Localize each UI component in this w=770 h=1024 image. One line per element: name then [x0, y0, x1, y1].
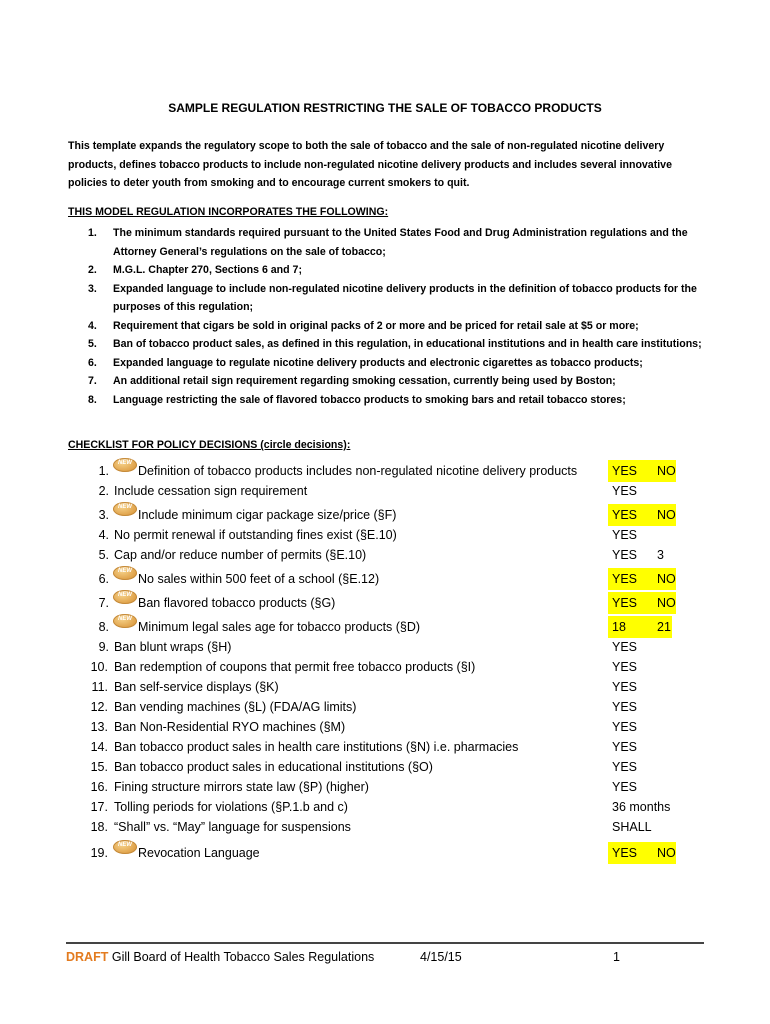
checklist-number: 6.: [98, 572, 109, 586]
list-item: 3. Expanded language to include non-regulated nicotine delivery products in the definition of tobacco products for the purposes of this regulation;: [88, 282, 697, 313]
decision-option-1[interactable]: 18: [612, 620, 626, 634]
new-badge-icon: [113, 590, 137, 604]
checklist-number: 9.: [98, 640, 109, 654]
new-badge-label: NEW: [118, 568, 132, 574]
new-badge-label: NEW: [118, 460, 132, 466]
decision-option-2[interactable]: 3: [657, 548, 664, 562]
checklist-item-text: Revocation Language: [138, 846, 260, 860]
checklist-number: 5.: [98, 548, 109, 562]
decision-option-1[interactable]: YES: [612, 640, 638, 654]
checklist-item-text: “Shall” vs. “May” language for suspensions: [114, 820, 351, 834]
checklist-row: [0, 570, 770, 590]
checklist-item-text: Ban Non-Residential RYO machines (§M): [114, 720, 346, 734]
decision-option-1[interactable]: YES: [612, 680, 638, 694]
decision-option-1[interactable]: YES: [612, 508, 638, 522]
checklist-number: 19.: [90, 846, 108, 860]
decision-option-2[interactable]: NO: [657, 846, 676, 860]
checklist-row: [0, 718, 770, 738]
checklist-item-text: Ban self-service displays (§K): [114, 680, 279, 694]
footer-divider: [66, 942, 704, 944]
checklist-row: [0, 678, 770, 698]
decision-option-1[interactable]: SHALL: [612, 820, 652, 834]
checklist-row: [0, 818, 770, 838]
checklist-row: [0, 462, 770, 482]
checklist-number: 13.: [90, 720, 108, 734]
new-badge-icon: [113, 458, 137, 472]
new-badge-icon: [113, 566, 137, 580]
list-item: 1. The minimum standards required pursuant to the United States Food and Drug Administration regulations and the Attorney General’s regulations on the sale of tobacco;: [88, 227, 688, 258]
decision-option-1[interactable]: YES: [612, 548, 638, 562]
checklist-number: 2.: [98, 484, 109, 498]
checklist-row: [0, 844, 770, 864]
footer-label: [66, 950, 374, 964]
list-item: 6. Expanded language to regulate nicotine delivery products and electronic cigarettes as tobacco products;: [88, 356, 643, 369]
checklist-row: [0, 698, 770, 718]
checklist-item-text: Minimum legal sales age for tobacco products (§D): [138, 620, 421, 634]
checklist-item-text: Tolling periods for violations (§P.1.b and c): [114, 800, 348, 814]
checklist-row: [0, 658, 770, 678]
draft-label: DRAFT: [66, 950, 109, 964]
decision-option-1[interactable]: YES: [612, 720, 638, 734]
list-item: 7. An additional retail sign requirement regarding smoking cessation, currently being used by Boston;: [88, 375, 616, 387]
checklist-number: 1.: [98, 464, 109, 478]
checklist-item-text: Include cessation sign requirement: [114, 484, 308, 498]
checklist-number: 17.: [90, 800, 108, 814]
checklist-item-text: No sales within 500 feet of a school (§E.12): [138, 572, 380, 586]
checklist-item-text: No permit renewal if outstanding fines exist (§E.10): [114, 528, 397, 542]
decision-option-1[interactable]: YES: [612, 740, 638, 754]
new-badge-label: NEW: [118, 592, 132, 598]
decision-option-1[interactable]: YES: [612, 660, 638, 674]
checklist-number: 16.: [90, 780, 108, 794]
checklist-row: [0, 618, 770, 638]
list-item: 8. Language restricting the sale of flavored tobacco products to smoking bars and retail tobacco stores;: [88, 393, 626, 406]
decision-option-1[interactable]: YES: [612, 464, 638, 478]
new-badge-label: NEW: [118, 616, 132, 622]
decision-option-2[interactable]: 21: [657, 620, 671, 634]
decision-option-2[interactable]: NO: [657, 572, 676, 586]
checklist-number: 3.: [98, 508, 109, 522]
checklist-item-text: Ban tobacco product sales in health care institutions (§N) i.e. pharmacies: [114, 740, 519, 754]
checklist-row: [0, 526, 770, 546]
new-badge-icon: [113, 840, 137, 854]
checklist-row: [0, 546, 770, 566]
checklist-number: 11.: [91, 680, 108, 694]
new-badge-label: NEW: [118, 504, 132, 510]
decision-option-1[interactable]: YES: [612, 572, 638, 586]
decision-option-1[interactable]: YES: [612, 780, 638, 794]
page-number: 1: [613, 950, 620, 964]
checklist-item-text: Ban vending machines (§L) (FDA/AG limits): [114, 700, 357, 714]
decision-option-1[interactable]: 36 months: [612, 800, 671, 814]
new-badge-icon: [113, 502, 137, 516]
decision-option-1[interactable]: YES: [612, 700, 638, 714]
decision-option-2[interactable]: NO: [657, 464, 676, 478]
checklist-item-text: Ban redemption of coupons that permit free tobacco products (§I): [114, 660, 476, 674]
intro-paragraph: This template expands the regulatory scope to both the sale of tobacco and the sale of non-regulated nicotine delivery products, defines tobacco products to include non-regulated nicotine delivery products and includes several innovative policies to deter youth from smoking and to encourage current smokers to quit.: [68, 140, 672, 189]
checklist-number: 10.: [90, 660, 108, 674]
footer-title: Gill Board of Health Tobacco Sales Regulations: [111, 950, 375, 964]
checklist-number: 8.: [98, 620, 109, 634]
checklist-row: [0, 758, 770, 778]
checklist-number: 12.: [90, 700, 108, 714]
checklist-number: 7.: [98, 596, 109, 610]
new-badge-label: NEW: [118, 842, 132, 848]
checklist-row: [0, 738, 770, 758]
incorporates-heading: THIS MODEL REGULATION INCORPORATES THE FOLLOWING:: [68, 206, 389, 218]
checklist-item-text: Fining structure mirrors state law (§P) (higher): [114, 780, 369, 794]
new-badge-icon: [113, 614, 137, 628]
checklist-item-text: Ban flavored tobacco products (§G): [138, 596, 336, 610]
decision-option-2[interactable]: NO: [657, 596, 676, 610]
checklist-row: [0, 778, 770, 798]
decision-option-1[interactable]: YES: [612, 484, 638, 498]
checklist-number: 18.: [90, 820, 108, 834]
checklist-row: [0, 482, 770, 502]
decision-option-2[interactable]: NO: [657, 508, 676, 522]
checklist-item-text: Definition of tobacco products includes non-regulated nicotine delivery products: [138, 464, 578, 478]
decision-option-1[interactable]: YES: [612, 596, 638, 610]
list-item: 4. Requirement that cigars be sold in original packs of 2 or more and be priced for retail sale at $5 or more;: [88, 319, 639, 332]
checklist-item-text: Include minimum cigar package size/price (§F): [138, 508, 397, 522]
checklist-number: 4.: [98, 528, 109, 542]
checklist-item-text: Ban tobacco product sales in educational institutions (§O): [114, 760, 433, 774]
checklist-item-text: Ban blunt wraps (§H): [114, 640, 232, 654]
checklist-heading: CHECKLIST FOR POLICY DECISIONS (circle decisions):: [68, 439, 351, 451]
checklist-row: [0, 798, 770, 818]
decision-option-1[interactable]: YES: [612, 528, 638, 542]
checklist-number: 14.: [90, 740, 108, 754]
list-item: 5. Ban of tobacco product sales, as defined in this regulation, in educational institutions and in health care institutions;: [88, 338, 702, 350]
checklist-row: [0, 638, 770, 658]
decision-option-1[interactable]: YES: [612, 760, 638, 774]
checklist-number: 15.: [90, 760, 108, 774]
checklist-row: [0, 594, 770, 614]
incorporates-list: [68, 224, 708, 409]
checklist-item-text: Cap and/or reduce number of permits (§E.10): [114, 548, 367, 562]
document-title: SAMPLE REGULATION RESTRICTING THE SALE OF TOBACCO PRODUCTS: [168, 101, 602, 115]
checklist-row: [0, 506, 770, 526]
decision-option-1[interactable]: YES: [612, 846, 638, 860]
footer-date: 4/15/15: [420, 950, 462, 964]
list-item: 2. M.G.L. Chapter 270, Sections 6 and 7;: [88, 264, 302, 276]
